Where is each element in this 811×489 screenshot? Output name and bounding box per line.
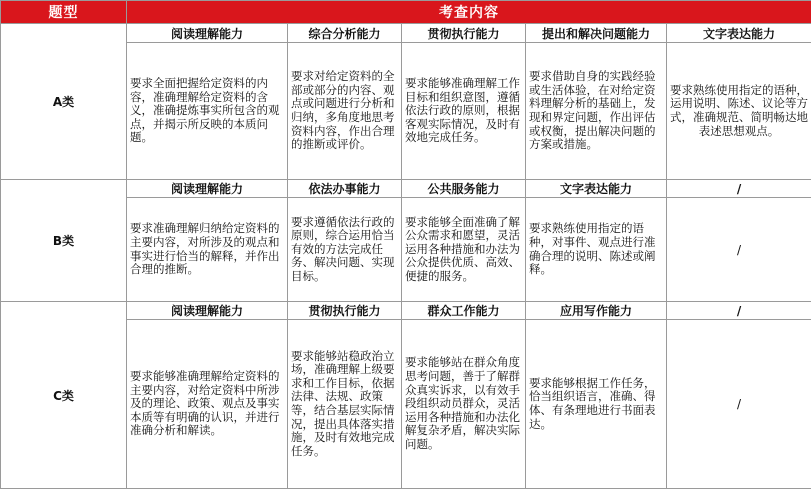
type-c: C类 — [1, 302, 127, 489]
ability-label: 依法办事能力 — [288, 180, 402, 198]
ability-description: 要求能够站在群众角度思考问题，善于了解群众真实诉求，以有效手段组织动员群众，灵活运用各种措施和办法化解复杂矛盾，解决实际问题。 — [402, 320, 526, 489]
ability-description: 要求能够准确理解工作目标和组织意图，遵循依法行政的原则，根据客观实际情况，及时有效地完成任务。 — [402, 43, 526, 180]
ability-description: 要求能够准确理解给定资料的主要内容，对给定资料中所涉及的理论、政策、观点及事实本质等有明确的认识，并进行准确分析和解读。 — [127, 320, 288, 489]
ability-description: 要求熟练使用指定的语种，对事件、观点进行准确合理的说明、陈述或阐释。 — [526, 198, 667, 302]
ability-label: 贯彻执行能力 — [402, 24, 526, 43]
header-content: 考查内容 — [127, 1, 811, 24]
ability-description: 要求熟练使用指定的语种，运用说明、陈述、议论等方式，准确规范、简明畅达地表述思想观点。 — [667, 43, 811, 180]
ability-label: 应用写作能力 — [526, 302, 667, 320]
ability-label: 文字表达能力 — [667, 24, 811, 43]
ability-label: 提出和解决问题能力 — [526, 24, 667, 43]
ability-label: 综合分析能力 — [288, 24, 402, 43]
ability-description: 要求对给定资料的全部或部分的内容、观点或问题进行分析和归纳，多角度地思考资料内容，作出合理的推断或评价。 — [288, 43, 402, 180]
ability-description: / — [667, 320, 811, 489]
type-b: B类 — [1, 180, 127, 302]
ability-label: 群众工作能力 — [402, 302, 526, 320]
ability-description: 要求准确理解归纳给定资料的主要内容，对所涉及的观点和事实进行恰当的解释，并作出合理的推断。 — [127, 198, 288, 302]
ability-description: 要求全面把握给定资料的内容，准确理解给定资料的含义，准确提炼事实所包含的观点，并揭示所反映的本质问题。 — [127, 43, 288, 180]
ability-description: 要求能够全面准确了解公众需求和愿望，灵活运用各种措施和办法为公众提供优质、高效、便捷的服务。 — [402, 198, 526, 302]
ability-label: 阅读理解能力 — [127, 302, 288, 320]
ability-label: 阅读理解能力 — [127, 24, 288, 43]
ability-description: 要求能够根据工作任务，恰当组织语言，准确、得体、有条理地进行书面表达。 — [526, 320, 667, 489]
header-type: 题型 — [1, 1, 127, 24]
ability-label: / — [667, 302, 811, 320]
ability-label: 公共服务能力 — [402, 180, 526, 198]
ability-label: 阅读理解能力 — [127, 180, 288, 198]
ability-description: 要求能够站稳政治立场，准确理解上级要求和工作目标，依据法律、法规、政策等，结合基层实际情况，提出具体落实措施，及时有效地完成任务。 — [288, 320, 402, 489]
ability-label: / — [667, 180, 811, 198]
ability-label: 贯彻执行能力 — [288, 302, 402, 320]
ability-description: 要求遵循依法行政的原则，综合运用恰当有效的方法完成任务、解决问题、实现目标。 — [288, 198, 402, 302]
type-a: A类 — [1, 24, 127, 180]
ability-label: 文字表达能力 — [526, 180, 667, 198]
ability-description: 要求借助自身的实践经验或生活体验，在对给定资料理解分析的基础上，发现和界定问题，作出评估或权衡，提出解决问题的方案或措施。 — [526, 43, 667, 180]
ability-description: / — [667, 198, 811, 302]
